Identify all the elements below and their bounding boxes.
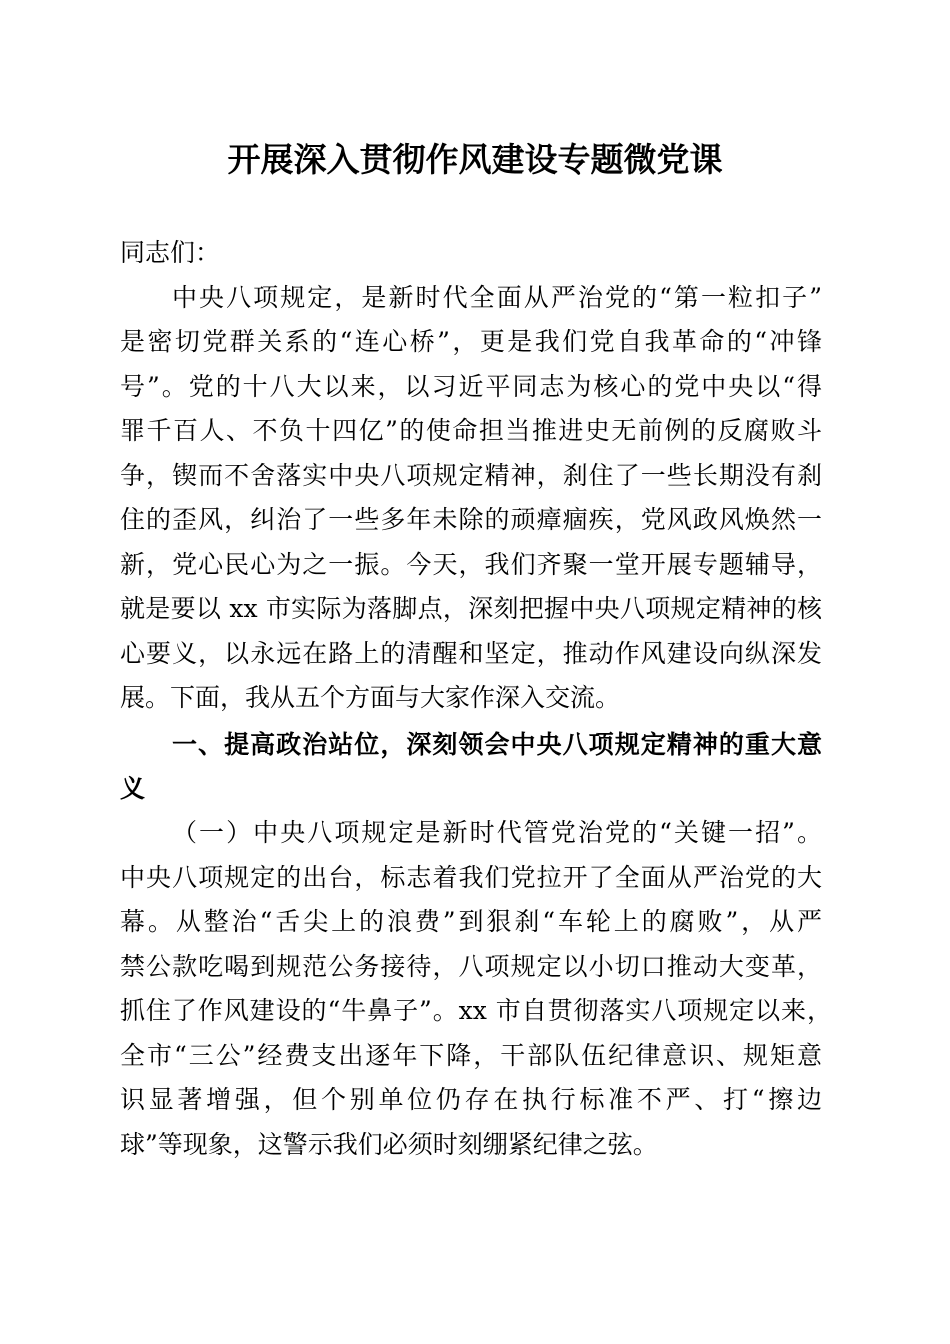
text-line: 禁公款吃喝到规范公务接待，八项规定以小切口推动大变革， <box>120 952 822 981</box>
document-title: 开展深入贯彻作风建设专题微党课 <box>227 140 723 179</box>
text-line: 抓住了作风建设的“牛鼻子”。xx 市自贯彻落实八项规定以来， <box>120 996 832 1025</box>
text-line: 球”等现象，这警示我们必须时刻绷紧纪律之弦。 <box>120 1130 658 1159</box>
heading-line: 一、提高政治站位，深刻领会中央八项规定精神的重大意 <box>172 730 822 759</box>
text-line: 罪千百人、不负十四亿”的使命担当推进史无前例的反腐败斗 <box>120 416 822 445</box>
text-line: 号”。党的十八大以来，以习近平同志为核心的党中央以“得 <box>120 372 822 401</box>
text-line: 新，党心民心为之一振。今天，我们齐聚一堂开展专题辅导， <box>120 550 822 579</box>
text-line: 幕。从整治“舌尖上的浪费”到狠刹“车轮上的腐败”，从严 <box>120 907 822 936</box>
text-line: 全市“三公”经费支出逐年下降，干部队伍纪律意识、规矩意 <box>120 1041 822 1070</box>
text-line: 是密切党群关系的“连心桥”，更是我们党自我革命的“冲锋 <box>120 327 822 356</box>
text-line: 争，锲而不舍落实中央八项规定精神，刹住了一些长期没有刹 <box>120 461 822 490</box>
subheading-line: （一）中央八项规定是新时代管党治党的“关键一招”。 <box>172 818 822 847</box>
heading-line: 义 <box>120 774 146 803</box>
text-line: 中央八项规定，是新时代全面从严治党的“第一粒扣子” <box>172 283 822 312</box>
text-line: 住的歪风，纠治了一些多年未除的顽瘴痼疾，党风政风焕然一 <box>120 505 822 534</box>
text-line: 心要义，以永远在路上的清醒和坚定，推动作风建设向纵深发 <box>120 639 822 668</box>
text-line: 识显著增强，但个别单位仍存在执行标准不严、打“擦边 <box>120 1085 822 1114</box>
text-line: 中央八项规定的出台，标志着我们党拉开了全面从严治党的大 <box>120 863 822 892</box>
salutation: 同志们： <box>120 238 221 267</box>
text-line: 就是要以 xx 市实际为落脚点，深刻把握中央八项规定精神的核 <box>120 594 822 623</box>
text-line: 展。下面，我从五个方面与大家作深入交流。 <box>120 683 621 712</box>
